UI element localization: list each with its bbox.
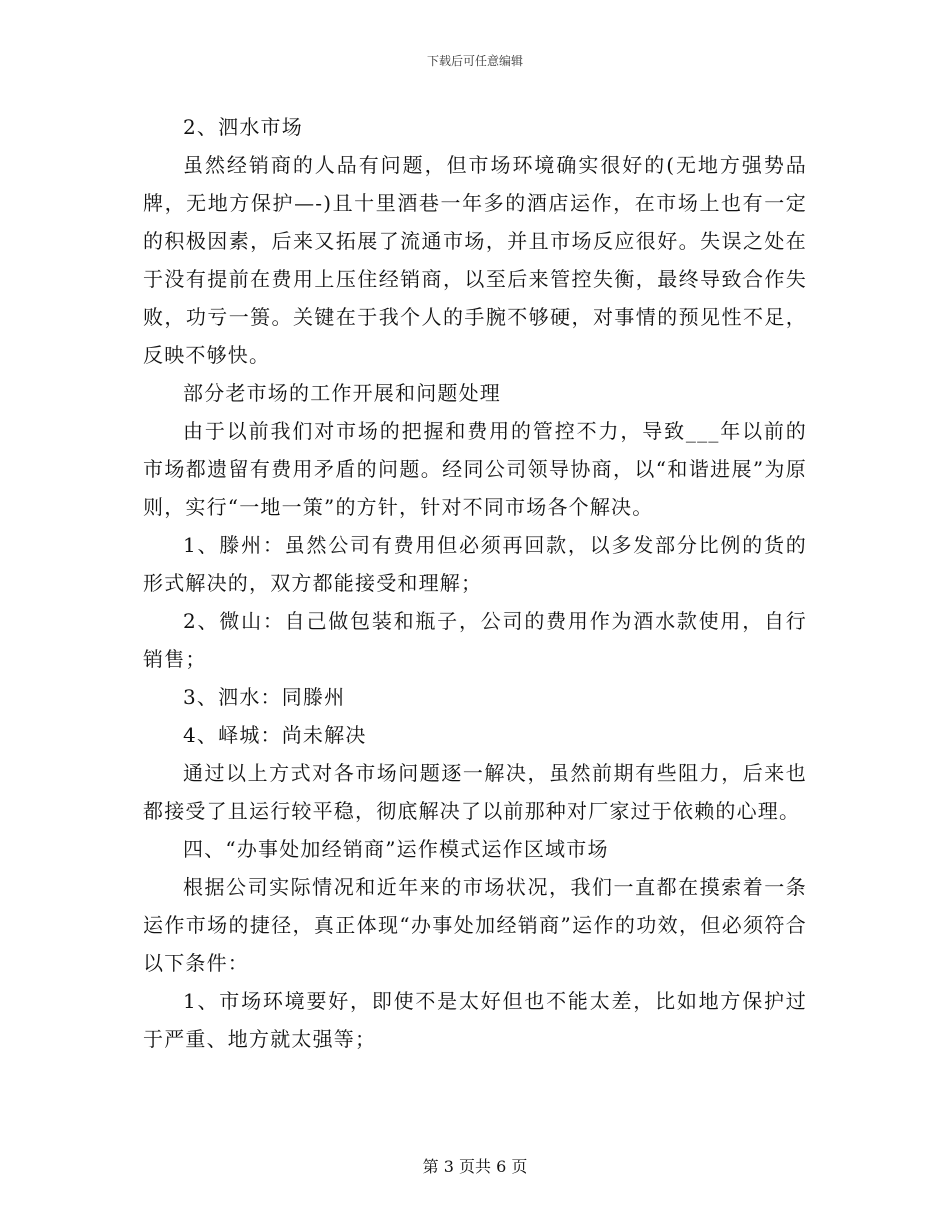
section-heading: 四、“办事处加经销商”运作模式运作区域市场 bbox=[183, 837, 609, 861]
paragraph: 2、泗水市场 bbox=[183, 115, 303, 139]
page-header-note: 下载后可任意编辑 bbox=[426, 54, 523, 68]
paragraph: 由于以前我们对市场的把握和费用的管控不力，导致___年以前的市场都遗留有费用矛盾的问题。经同公司领导协商，以“和谐进展”为原则，实行“一地一策”的方针，针对不同市场各个解决。 bbox=[143, 419, 807, 519]
page-number: 第 3 页共 6 页 bbox=[422, 1157, 528, 1176]
paragraph: 虽然经销商的人品有问题，但市场环境确实很好的(无地方强势品牌，无地方保护—-)且十里酒巷一年多的酒店运作，在市场上也有一定的积极因素，后来又拓展了流通市场，并且市场反应很好。失误之处在于没有提前在费用上压住经销商，以至后来管控失衡，最终导致合作失败，功亏一篑。关键在于我个人的手腕不够硬，对事情的预见性不足，反映不够快。 bbox=[143, 153, 807, 367]
paragraph: 通过以上方式对各市场问题逐一解决，虽然前期有些阻力，后来也都接受了且运行较平稳，彻底解决了以前那种对厂家过于依赖的心理。 bbox=[143, 761, 807, 823]
list-item: 3、泗水：同滕州 bbox=[183, 685, 346, 709]
list-item: 2、微山：自己做包装和瓶子，公司的费用作为酒水款使用，自行销售； bbox=[143, 609, 807, 671]
list-item: 1、滕州：虽然公司有费用但必须再回款，以多发部分比例的货的形式解决的，双方都能接受和理解； bbox=[143, 533, 807, 595]
list-item: 4、峄城：尚未解决 bbox=[183, 723, 367, 747]
paragraph: 根据公司实际情况和近年来的市场状况，我们一直都在摸索着一条运作市场的捷径，真正体现“办事处加经销商”运作的功效，但必须符合以下条件： bbox=[143, 875, 807, 975]
list-item: 1、市场环境要好，即使不是太好但也不能太差，比如地方保护过于严重、地方就太强等； bbox=[143, 989, 807, 1051]
section-heading: 部分老市场的工作开展和问题处理 bbox=[183, 381, 501, 405]
document-body bbox=[143, 108, 807, 1058]
